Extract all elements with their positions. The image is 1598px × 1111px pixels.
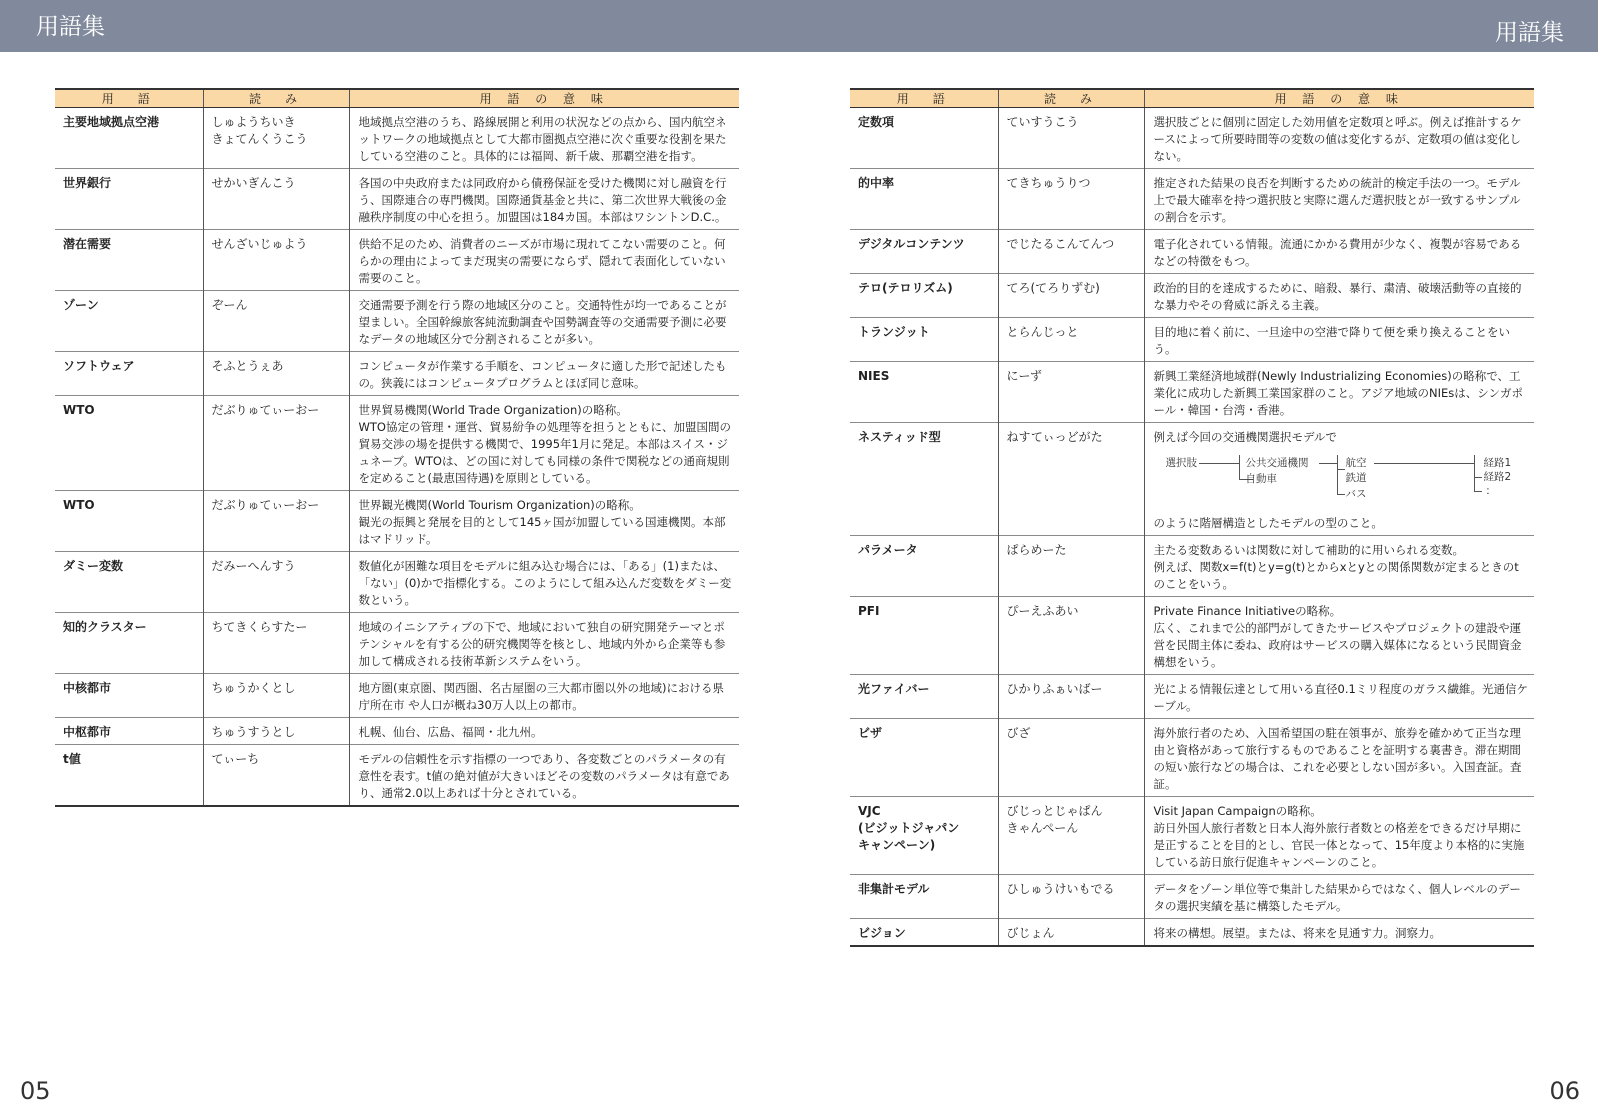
meaning-text: 世界貿易機関(World Trade Organization)の略称。 [358, 403, 628, 417]
term-cell [55, 352, 203, 396]
reading-cell [998, 108, 1144, 169]
term-cell [850, 230, 998, 274]
reading-cell [998, 230, 1144, 274]
table-row [850, 108, 1534, 169]
tree-connector-line [1474, 477, 1482, 478]
tree-node-route2: 経路2 [1483, 471, 1512, 483]
reading-text: せんざいじゅよう [211, 237, 308, 251]
reading-text: せかいぎんこう [211, 176, 296, 190]
table-row [850, 169, 1534, 230]
meaning-text: 地域のイニシアティブの下で、地域において独自の研究開発テーマとポテンシャルを有する公的研究機関等を核とし、地域内外から企業等も参加して構成される技術革新システムをいう。 [358, 620, 726, 668]
term-cell [850, 108, 998, 169]
term-text: WTO [63, 403, 95, 417]
table-row [55, 613, 739, 674]
term-text: パラメータ [858, 543, 918, 557]
term-cell [850, 919, 998, 947]
nested-model-diagram [1154, 449, 1531, 507]
meaning-cell [1144, 675, 1534, 719]
meaning-cell [1144, 318, 1534, 362]
term-cell [55, 291, 203, 352]
tree-connector-line [1337, 469, 1345, 470]
reading-cell [998, 797, 1144, 875]
table-row [850, 675, 1534, 719]
table-row [850, 919, 1534, 947]
reading-text: ねすてぃっどがた [1006, 430, 1103, 444]
meaning-text: Private Finance Initiativeの略称。 [1153, 604, 1342, 618]
term-text: 世界銀行 [63, 176, 112, 190]
reading-text: ていすうこう [1006, 115, 1079, 129]
tree-node-route1: 経路1 [1483, 457, 1512, 469]
term-cell [55, 169, 203, 230]
term-text: ネスティッド型 [858, 430, 941, 444]
term-cell [850, 318, 998, 362]
reading-text: ぴーえふあい [1006, 604, 1079, 618]
meaning-cell [1144, 362, 1534, 423]
meaning-text: 数値化が困難な項目をモデルに組み込む場合には、「ある」(1)または、「ない」(0)かで指標化する。このようにして組み込んだ変数をダミー変数という。 [358, 559, 732, 607]
meaning-text: コンピュータが作業する手順を、コンピュータに適した形で記述したもの。狭義にはコンピュータプログラムとほぼ同じ意味。 [358, 359, 727, 390]
reading-text: だみーへんすう [211, 559, 296, 573]
tree-connector-line [1474, 455, 1475, 491]
reading-cell [998, 274, 1144, 318]
term-cell [55, 396, 203, 491]
meaning-cell [349, 352, 739, 396]
meaning-cell [1144, 597, 1534, 675]
meaning-cell [349, 169, 739, 230]
meaning-cell [1144, 230, 1534, 274]
term-cell [55, 230, 203, 291]
term-text: 光ファイバー [858, 682, 930, 696]
meaning-cell [349, 230, 739, 291]
reading-cell [203, 552, 349, 613]
table-row [850, 536, 1534, 597]
reading-text: てろ(てろりずむ) [1006, 281, 1100, 295]
page-number-left: 05 [20, 1077, 51, 1105]
reading-cell [998, 675, 1144, 719]
term-text: 潜在需要 [63, 237, 112, 251]
meaning-cell [349, 718, 739, 745]
glossary-table-right [850, 88, 1534, 947]
meaning-cell [1144, 536, 1534, 597]
reading-cell [203, 352, 349, 396]
reading-text: びざ [1006, 726, 1031, 740]
term-text: ゾーン [63, 298, 99, 312]
table-row [55, 745, 739, 807]
term-text: WTO [63, 498, 95, 512]
table-row [55, 491, 739, 552]
reading-cell [203, 491, 349, 552]
meaning-cell [349, 613, 739, 674]
term-text: 的中率 [858, 176, 895, 190]
reading-text: ちてきくらすたー [211, 620, 308, 634]
term-text: ビザ [858, 726, 883, 740]
meaning-text: 推定された結果の良否を判断するための統計的検定手法の一つ。モデル上で最大確率を持つ選択肢と実際に選んだ選択肢とが一致するサンプルの割合を示す。 [1153, 176, 1521, 224]
meaning-text: 観光の振興と発展を目的として145ヶ国が加盟している国連機関。本部はマドリッド。 [358, 515, 726, 546]
term-text: 知的クラスター [63, 620, 147, 634]
reading-cell [203, 718, 349, 745]
reading-cell [998, 875, 1144, 919]
meaning-text: のように階層構造としたモデルの型のこと。 [1153, 516, 1383, 530]
reading-text: ぞーん [211, 298, 248, 312]
page-number-right: 06 [1549, 1077, 1580, 1105]
term-cell [850, 875, 998, 919]
meaning-cell [1144, 875, 1534, 919]
reading-text: にーず [1006, 369, 1042, 383]
meaning-text: 主たる変数あるいは関数に対して補助的に用いられる変数。 [1153, 543, 1464, 557]
reading-cell [203, 396, 349, 491]
term-cell [850, 423, 998, 536]
reading-cell [998, 919, 1144, 947]
reading-text: そふとうぇあ [211, 359, 284, 373]
meaning-cell [349, 108, 739, 169]
table-row [850, 318, 1534, 362]
table-row [55, 674, 739, 718]
table-header-row [55, 89, 739, 108]
meaning-text: 電子化されている情報。流通にかかる費用が少なく、複製が容易であるなどの特徴をもつ。 [1153, 237, 1522, 268]
term-text: ソフトウェア [63, 359, 135, 373]
term-cell [850, 675, 998, 719]
column-header-term: 用 語 [850, 89, 998, 108]
tree-connector-line [1337, 455, 1338, 495]
tree-connector-line [1474, 491, 1482, 492]
term-text: ビジョン [858, 926, 906, 940]
meaning-text: 訪日外国人旅行者数と日本人海外旅行者数との格差をできるだけ早期に是正することを目的とし、官民一体となって、15年度より本格的に実施している訪日旅行促進キャンペーンのこと。 [1153, 821, 1525, 869]
term-text: テロ(テロリズム) [858, 281, 953, 295]
meaning-text: 例えば、関数x=f(t)とy=g(t)とからxとyとの関係関数が定まるときのtのことをいう。 [1153, 560, 1519, 591]
meaning-text: 新興工業経済地域群(Newly Industrializing Economies)の略称で、工業化に成功した新興工業国家群のこと。アジア地域のNIEsは、シンガポール・韓国・台湾・香港。 [1153, 369, 1524, 417]
term-cell [850, 169, 998, 230]
tree-node-public: 公共交通機関 [1245, 457, 1309, 469]
term-text: 定数項 [858, 115, 895, 129]
tree-connector-line [1319, 463, 1337, 464]
meaning-text: 供給不足のため、消費者のニーズが市場に現れてこない需要のこと。何らかの理由によってまだ現実の需要にならず、隠れて表面化していない需要のこと。 [358, 237, 726, 285]
meaning-text: 世界観光機関(World Tourism Organization)の略称。 [358, 498, 641, 512]
reading-text: ひかりふぁいばー [1006, 682, 1103, 696]
reading-cell [203, 230, 349, 291]
meaning-cell [349, 291, 739, 352]
reading-text: ひしゅうけいもでる [1006, 882, 1115, 896]
meaning-cell [349, 491, 739, 552]
term-cell [55, 491, 203, 552]
meaning-text: 目的地に着く前に、一旦途中の空港で降りて便を乗り換えることをいう。 [1153, 325, 1510, 356]
term-cell [55, 108, 203, 169]
term-text: デジタルコンテンツ [858, 237, 965, 251]
reading-cell [203, 613, 349, 674]
term-cell [850, 362, 998, 423]
column-header-reading: 読 み [203, 89, 349, 108]
term-cell [850, 797, 998, 875]
meaning-text: 例えば今回の交通機関選択モデルで [1153, 430, 1337, 444]
table-row [850, 875, 1534, 919]
term-text: t値 [63, 752, 81, 766]
reading-cell [203, 169, 349, 230]
table-row [55, 552, 739, 613]
term-cell [850, 274, 998, 318]
tree-node-more: ： [1485, 485, 1496, 497]
meaning-cell [1144, 108, 1534, 169]
column-header-meaning: 用 語 の 意 味 [349, 89, 739, 108]
term-text: トランジット [858, 325, 930, 339]
tree-connector-line [1239, 455, 1240, 479]
column-header-term: 用 語 [55, 89, 203, 108]
table-row [55, 108, 739, 169]
reading-text: ちゅうすうとし [211, 725, 296, 739]
meaning-text: 広く、これまで公的部門がしてきたサービスやプロジェクトの建設や運営を民間主体に委ね、政府はサービスの購入媒体になるという民間資金構想をいう。 [1153, 621, 1522, 669]
meaning-text: 海外旅行者のため、入国希望国の駐在領事が、旅券を確かめて正当な理由と資格があって旅行するものであることを証明する裏書き。滞在期間の短い旅行などの場合は、これを必要としない国が多い。入国査証。査証。 [1153, 726, 1522, 791]
reading-cell [203, 108, 349, 169]
table-row [55, 396, 739, 491]
tree-node-rail: 鉄道 [1345, 472, 1367, 484]
table-row [850, 719, 1534, 797]
meaning-cell [1144, 797, 1534, 875]
meaning-cell [349, 396, 739, 491]
term-cell [850, 536, 998, 597]
meaning-text: Visit Japan Campaignの略称。 [1153, 804, 1322, 818]
meaning-text: 札幌、仙台、広島、福岡・北九州。 [358, 725, 543, 739]
header-title-right: 用語集 [1495, 20, 1564, 46]
meaning-cell [349, 674, 739, 718]
meaning-text: 交通需要予測を行う際の地域区分のこと。交通特性が均一であることが望ましい。全国幹線旅客純流動調査や国勢調査等の交通需要予測に必要なデータの地域区分で分割されることが多い。 [358, 298, 727, 346]
reading-cell [203, 674, 349, 718]
reading-cell [998, 169, 1144, 230]
reading-text: びじょん [1006, 926, 1055, 940]
term-text: 中枢都市 [63, 725, 112, 739]
reading-text: てぃーち [211, 752, 260, 766]
reading-text: しゅようちいき きょてんくうこう [211, 115, 308, 146]
reading-cell [203, 291, 349, 352]
reading-cell [203, 745, 349, 807]
term-cell [850, 597, 998, 675]
tree-node-air: 航空 [1345, 457, 1367, 469]
meaning-cell [1144, 719, 1534, 797]
term-text: ダミー変数 [63, 559, 124, 573]
term-cell [55, 674, 203, 718]
reading-text: びじっとじゃぱん きゃんぺーん [1006, 804, 1103, 835]
table-row [850, 274, 1534, 318]
term-text: 非集計モデル [858, 882, 930, 896]
header-title-left: 用語集 [36, 14, 105, 40]
table-row [55, 169, 739, 230]
column-header-meaning: 用 語 の 意 味 [1144, 89, 1534, 108]
glossary-table-left [55, 88, 739, 807]
meaning-text: データをゾーン単位等で集計した結果からではなく、個人レベルのデータの選択実績を基に構築したモデル。 [1153, 882, 1521, 913]
table-row [55, 291, 739, 352]
table-row [850, 362, 1534, 423]
meaning-text: 将来の構想。展望。または、将来を見通す力。洞察力。 [1153, 926, 1441, 940]
term-cell [55, 552, 203, 613]
meaning-text: 政治的目的を達成するために、暗殺、暴行、粛清、破壊活動等の直接的な暴力やその脅威に訴える主義。 [1153, 281, 1522, 312]
term-text: VJC (ビジットジャパン キャンペーン) [858, 804, 960, 852]
term-cell [850, 719, 998, 797]
header-bar [0, 0, 1598, 52]
term-cell [55, 718, 203, 745]
reading-cell [998, 597, 1144, 675]
meaning-text: モデルの信頼性を示す指標の一つであり、各変数ごとのパラメータの有意性を表す。t値の絶対値が大きいほどその変数のパラメータは有意であり、通常2.0以上あれば十分とされている。 [358, 752, 730, 800]
column-header-reading: 読 み [998, 89, 1144, 108]
table-row [55, 230, 739, 291]
tree-node-root: 選択肢 [1165, 457, 1197, 469]
table-row [850, 230, 1534, 274]
meaning-cell [349, 552, 739, 613]
meaning-cell [1144, 423, 1534, 536]
reading-text: でじたるこんてんつ [1006, 237, 1115, 251]
term-cell [55, 745, 203, 807]
tree-node-bus: バス [1345, 488, 1367, 500]
reading-text: ちゅうかくとし [211, 681, 296, 695]
reading-text: だぶりゅてぃーおー [211, 403, 320, 417]
meaning-text: 光による情報伝達として用いる直径0.1ミリ程度のガラス繊維。光通信ケーブル。 [1153, 682, 1528, 713]
tree-connector-line [1374, 463, 1474, 464]
reading-cell [998, 362, 1144, 423]
table-row [850, 423, 1534, 536]
meaning-cell [1144, 274, 1534, 318]
meaning-cell [1144, 169, 1534, 230]
reading-cell [998, 423, 1144, 536]
meaning-cell [349, 745, 739, 807]
term-cell [55, 613, 203, 674]
term-text: PFI [858, 604, 880, 618]
meaning-text: 地方圏(東京圏、関西圏、名古屋圏の三大都市圏以外の地域)における県庁所在市 や人口が概ね30万人以上の都市。 [358, 681, 724, 712]
meaning-text: 各国の中央政府または同政府から債務保証を受けた機関に対し融資を行う、国際連合の専門機関。国際通貨基金と共に、第二次世界大戦後の金融秩序制度の中心を担う。加盟国は184カ国。本部はワシントンD.C.。 [358, 176, 727, 224]
reading-cell [998, 719, 1144, 797]
meaning-text: WTO協定の管理・運営、貿易紛争の処理等を担うとともに、加盟国間の貿易交渉の場を提供する機関で、1995年1月に発足。本部はスイス・ジュネーブ。WTOは、どの国に対しても同様の条件で関税などの通商規則を定めること(最恵国待遇)を原則としている。 [358, 420, 731, 485]
term-text: NIES [858, 369, 890, 383]
term-text: 中核都市 [63, 681, 112, 695]
meaning-cell [1144, 919, 1534, 947]
meaning-text: 地域拠点空港のうち、路線展開と利用の状況などの点から、国内航空ネットワークの地域拠点として大都市圏拠点空港に次ぐ重要な役割を果たしている空港のこと。具体的には福岡、新千歳、那覇空港を指す。 [358, 115, 727, 163]
table-row [55, 352, 739, 396]
table-row [55, 718, 739, 745]
meaning-text: 選択肢ごとに個別に固定した効用値を定数項と呼ぶ。例えば推計するケースによって所要時間等の変数の値は変化するが、定数項の値は変化しない。 [1153, 115, 1522, 163]
reading-cell [998, 536, 1144, 597]
tree-node-car: 自動車 [1245, 473, 1277, 485]
reading-text: てきちゅうりつ [1006, 176, 1091, 190]
tree-connector-line [1337, 494, 1345, 495]
reading-cell [998, 318, 1144, 362]
reading-text: とらんじっと [1006, 325, 1079, 339]
reading-text: だぶりゅてぃーおー [211, 498, 320, 512]
table-row [850, 797, 1534, 875]
table-row [850, 597, 1534, 675]
term-text: 主要地域拠点空港 [63, 115, 160, 129]
reading-text: ぱらめーた [1006, 543, 1067, 557]
tree-connector-line [1199, 463, 1239, 464]
table-header-row [850, 89, 1534, 108]
